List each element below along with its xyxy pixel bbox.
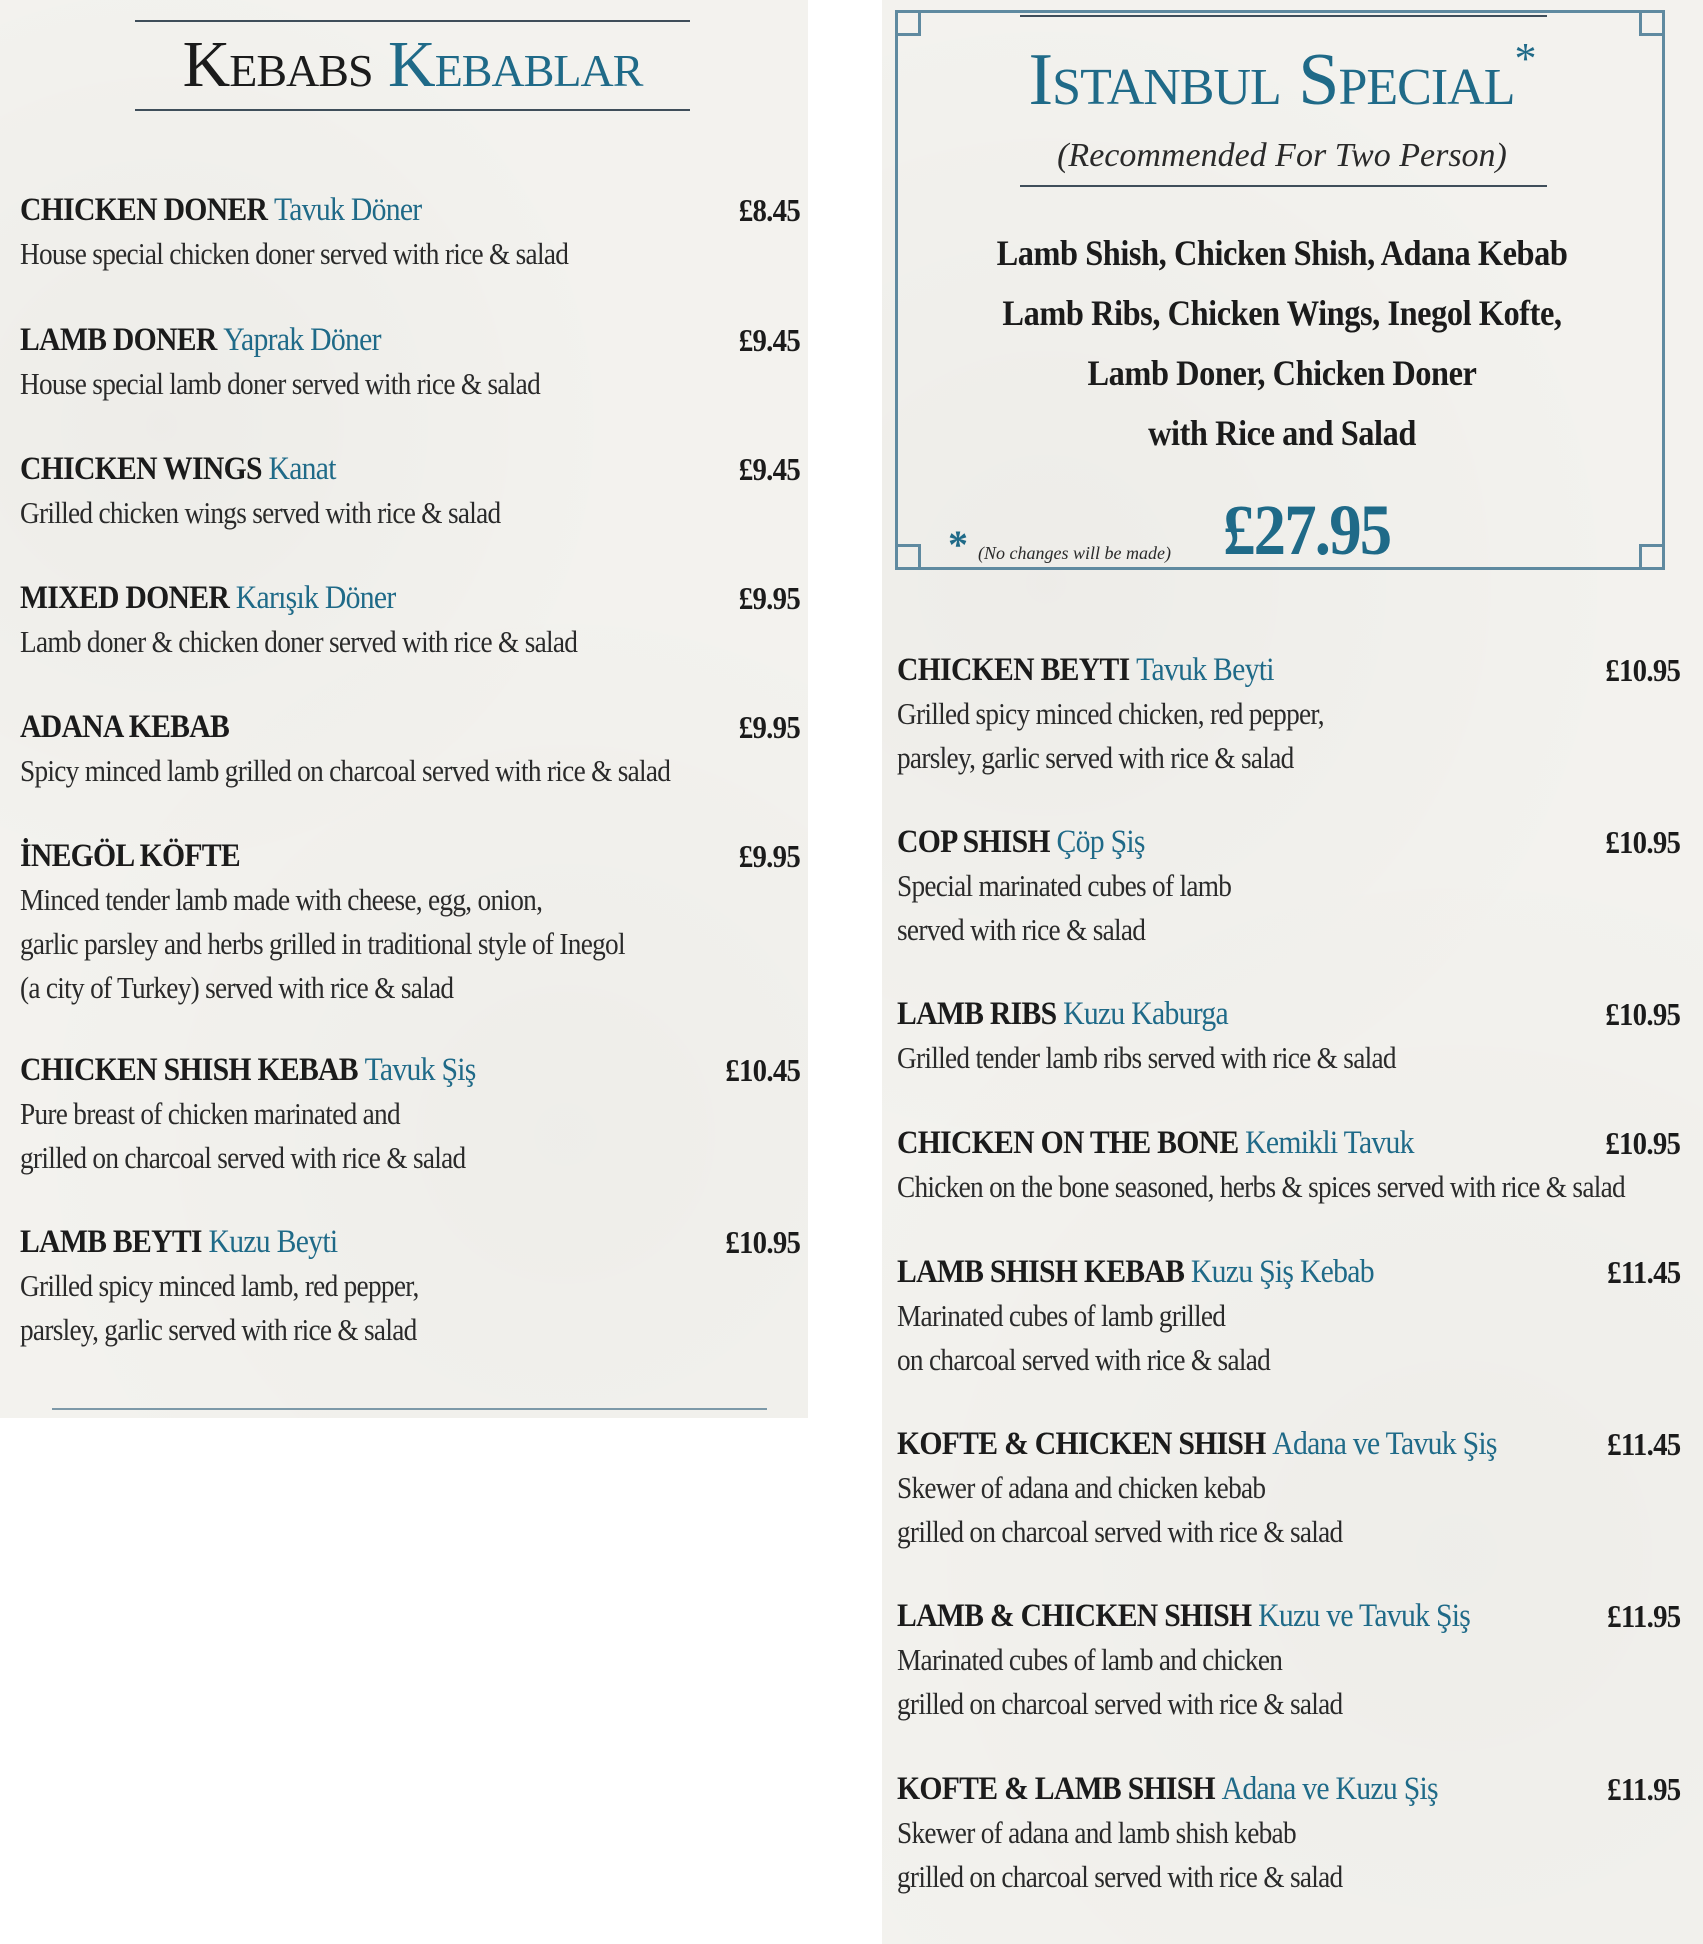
item-desc (897, 1811, 1586, 1899)
item-desc (20, 1092, 706, 1180)
box-corner-ornament (1639, 10, 1665, 36)
item-desc-line: Skewer of adana and chicken kebab (897, 1470, 1266, 1505)
menu-item (20, 1220, 800, 1352)
menu-item (20, 447, 800, 535)
item-name-tr: Adana ve Tavuk Şiş (1272, 1426, 1497, 1462)
item-desc-line: on charcoal served with rice & salad (897, 1342, 1271, 1377)
special-note-asterisk: * (948, 522, 968, 567)
menu-item (20, 576, 800, 664)
item-desc-line: Skewer of adana and lamb shish kebab (897, 1815, 1296, 1850)
special-title-text: Istanbul Special (1028, 39, 1515, 121)
item-price: £9.45 (738, 322, 800, 358)
item-name-tr: Çöp Şiş (1056, 824, 1145, 860)
item-name (897, 1250, 1602, 1294)
item-price: £11.95 (1606, 1771, 1680, 1807)
item-desc (20, 362, 706, 406)
menu-item (20, 705, 800, 793)
item-desc-line: Marinated cubes of lamb and chicken (897, 1642, 1283, 1677)
item-name-tr: Adana ve Kuzu Şiş (1221, 1771, 1438, 1807)
item-price: £11.95 (1606, 1598, 1680, 1634)
item-desc-line: Chicken on the bone seasoned, herbs & spices served with rice & salad (897, 1169, 1625, 1204)
heading-top-rule (135, 20, 690, 22)
item-name-en: COP SHISH (897, 824, 1050, 860)
item-price: £10.95 (725, 1224, 800, 1260)
item-name (897, 1121, 1602, 1165)
item-desc-line: House special chicken doner served with rice & salad (20, 236, 569, 271)
item-desc (20, 1264, 706, 1352)
item-desc-line: Marinated cubes of lamb grilled (897, 1298, 1226, 1333)
item-name (20, 1220, 722, 1264)
item-name (20, 447, 722, 491)
item-desc (20, 491, 706, 535)
item-name (897, 992, 1602, 1036)
special-title-asterisk: * (1514, 34, 1536, 83)
item-name-en: CHICKEN DONER (20, 192, 268, 228)
item-price: £9.95 (738, 580, 800, 616)
menu-item (20, 318, 800, 406)
special-contents-line: Lamb Shish, Chicken Shish, Adana Kebab (996, 233, 1568, 273)
box-corner-ornament (895, 544, 921, 570)
special-contents-line: with Rice and Salad (1148, 413, 1416, 453)
item-name-en: KOFTE & LAMB SHISH (897, 1771, 1215, 1807)
item-desc (20, 749, 706, 793)
item-name-en: LAMB SHISH KEBAB (897, 1254, 1185, 1290)
item-name-tr: Karışık Döner (235, 580, 396, 616)
item-desc (897, 692, 1586, 780)
special-note: (No changes will be made) (978, 543, 1171, 563)
item-price: £9.95 (738, 709, 800, 745)
kebabs-heading-en: Kebabs (182, 28, 373, 101)
box-corner-ornament (1639, 544, 1665, 570)
item-desc (897, 1466, 1586, 1554)
item-name-tr: Tavuk Şiş (364, 1052, 476, 1088)
item-price: £10.95 (1605, 1125, 1680, 1161)
special-price: £27.95 (1223, 490, 1391, 570)
item-desc (897, 864, 1586, 952)
item-name (897, 1594, 1602, 1638)
menu-item (897, 648, 1680, 780)
item-price: £9.95 (738, 838, 800, 874)
item-desc (20, 232, 706, 276)
special-top-rule (1020, 15, 1547, 17)
item-price: £9.45 (738, 451, 800, 487)
item-name-en: LAMB BEYTI (20, 1224, 202, 1260)
item-name-en: CHICKEN ON THE BONE (897, 1125, 1239, 1161)
item-name (20, 834, 722, 878)
item-desc-line: garlic parsley and herbs grilled in traditional style of Inegol (20, 926, 625, 961)
item-desc-line: Lamb doner & chicken doner served with rice & salad (20, 624, 578, 659)
item-name-tr: Tavuk Döner (273, 192, 422, 228)
item-name (20, 576, 722, 620)
item-desc-line: grilled on charcoal served with rice & salad (897, 1514, 1343, 1549)
item-name (897, 1767, 1602, 1811)
item-name-en: LAMB & CHICKEN SHISH (897, 1598, 1252, 1634)
menu-item (897, 1594, 1680, 1726)
item-desc-line: parsley, garlic served with rice & salad (20, 1312, 417, 1347)
item-name-en: LAMB DONER (20, 322, 217, 358)
item-desc-line: Grilled tender lamb ribs served with rice & salad (897, 1040, 1396, 1075)
item-price: £10.95 (1605, 824, 1680, 860)
item-desc (20, 620, 706, 664)
item-price: £11.45 (1606, 1426, 1680, 1462)
item-name (20, 188, 722, 232)
menu-item (897, 1767, 1680, 1899)
kebabs-panel (0, 0, 808, 1418)
item-name (897, 820, 1602, 864)
menu-item (897, 1121, 1680, 1209)
menu-item (20, 188, 800, 276)
menu-item (20, 1048, 800, 1180)
item-name (20, 1048, 722, 1092)
item-name (897, 648, 1602, 692)
item-name-tr: Yaprak Döner (223, 322, 381, 358)
item-desc-line: Spicy minced lamb grilled on charcoal served with rice & salad (20, 753, 671, 788)
item-desc-line: Minced tender lamb made with cheese, egg, onion, (20, 882, 543, 917)
item-desc (897, 1036, 1586, 1080)
item-name-en: İNEGÖL KÖFTE (20, 838, 240, 874)
item-desc (897, 1165, 1625, 1209)
item-price: £10.95 (1605, 652, 1680, 688)
item-name-tr: Kanat (268, 451, 336, 487)
box-corner-ornament (895, 10, 921, 36)
special-subtitle-rule (1020, 185, 1547, 187)
special-contents-line: Lamb Doner, Chicken Doner (1087, 353, 1477, 393)
menu-item (897, 820, 1680, 952)
item-name (20, 318, 722, 362)
item-desc-line: Pure breast of chicken marinated and (20, 1096, 400, 1131)
item-name-tr: Kuzu ve Tavuk Şiş (1258, 1598, 1471, 1634)
item-desc-line: grilled on charcoal served with rice & salad (20, 1140, 466, 1175)
item-desc-line: grilled on charcoal served with rice & salad (897, 1859, 1343, 1894)
kebabs-heading (135, 28, 690, 101)
item-name-tr: Kuzu Kaburga (1063, 996, 1228, 1032)
item-name-en: CHICKEN BEYTI (897, 652, 1130, 688)
special-contents-line: Lamb Ribs, Chicken Wings, Inegol Kofte, (1002, 293, 1562, 333)
item-desc-line: (a city of Turkey) served with rice & salad (20, 970, 454, 1005)
item-desc-line: served with rice & salad (897, 912, 1146, 947)
item-name-tr: Kuzu Şiş Kebab (1190, 1254, 1374, 1290)
item-price: £11.45 (1606, 1254, 1680, 1290)
item-price: £8.45 (738, 192, 800, 228)
special-title (898, 34, 1666, 121)
item-name-tr: Kuzu Beyti (208, 1224, 338, 1260)
special-subtitle: (Recommended For Two Person) (1057, 137, 1507, 174)
special-contents (898, 223, 1666, 463)
mains-panel (882, 0, 1703, 1944)
heading-bottom-rule (135, 109, 690, 111)
item-name-en: KOFTE & CHICKEN SHISH (897, 1426, 1266, 1462)
item-desc (897, 1638, 1586, 1726)
item-name-tr: Kemikli Tavuk (1245, 1125, 1414, 1161)
item-desc-line: Special marinated cubes of lamb (897, 868, 1232, 903)
item-name-en: LAMB RIBS (897, 996, 1057, 1032)
item-desc-line: Grilled spicy minced chicken, red pepper, (897, 696, 1324, 731)
item-name-en: CHICKEN WINGS (20, 451, 262, 487)
item-desc-line: Grilled spicy minced lamb, red pepper, (20, 1268, 419, 1303)
item-name (20, 705, 722, 749)
item-desc-line: House special lamb doner served with rice & salad (20, 366, 541, 401)
bottom-box-edge (52, 1408, 767, 1410)
menu-item (897, 992, 1680, 1080)
item-desc (897, 1294, 1586, 1382)
item-name-en: ADANA KEBAB (20, 709, 230, 745)
item-desc-line: Grilled chicken wings served with rice & salad (20, 495, 501, 530)
item-desc-line: grilled on charcoal served with rice & salad (897, 1686, 1343, 1721)
item-name-en: MIXED DONER (20, 580, 230, 616)
item-desc-line: parsley, garlic served with rice & salad (897, 740, 1294, 775)
item-name-tr: Tavuk Beyti (1136, 652, 1274, 688)
menu-item (20, 834, 800, 1010)
item-name-en: CHICKEN SHISH KEBAB (20, 1052, 358, 1088)
item-price: £10.45 (725, 1052, 800, 1088)
kebabs-heading-tr: Kebablar (388, 28, 643, 101)
menu-item (897, 1422, 1680, 1554)
menu-item (897, 1250, 1680, 1382)
item-desc (20, 878, 706, 1010)
item-name (897, 1422, 1602, 1466)
item-price: £10.95 (1605, 996, 1680, 1032)
istanbul-special-box (895, 10, 1665, 570)
